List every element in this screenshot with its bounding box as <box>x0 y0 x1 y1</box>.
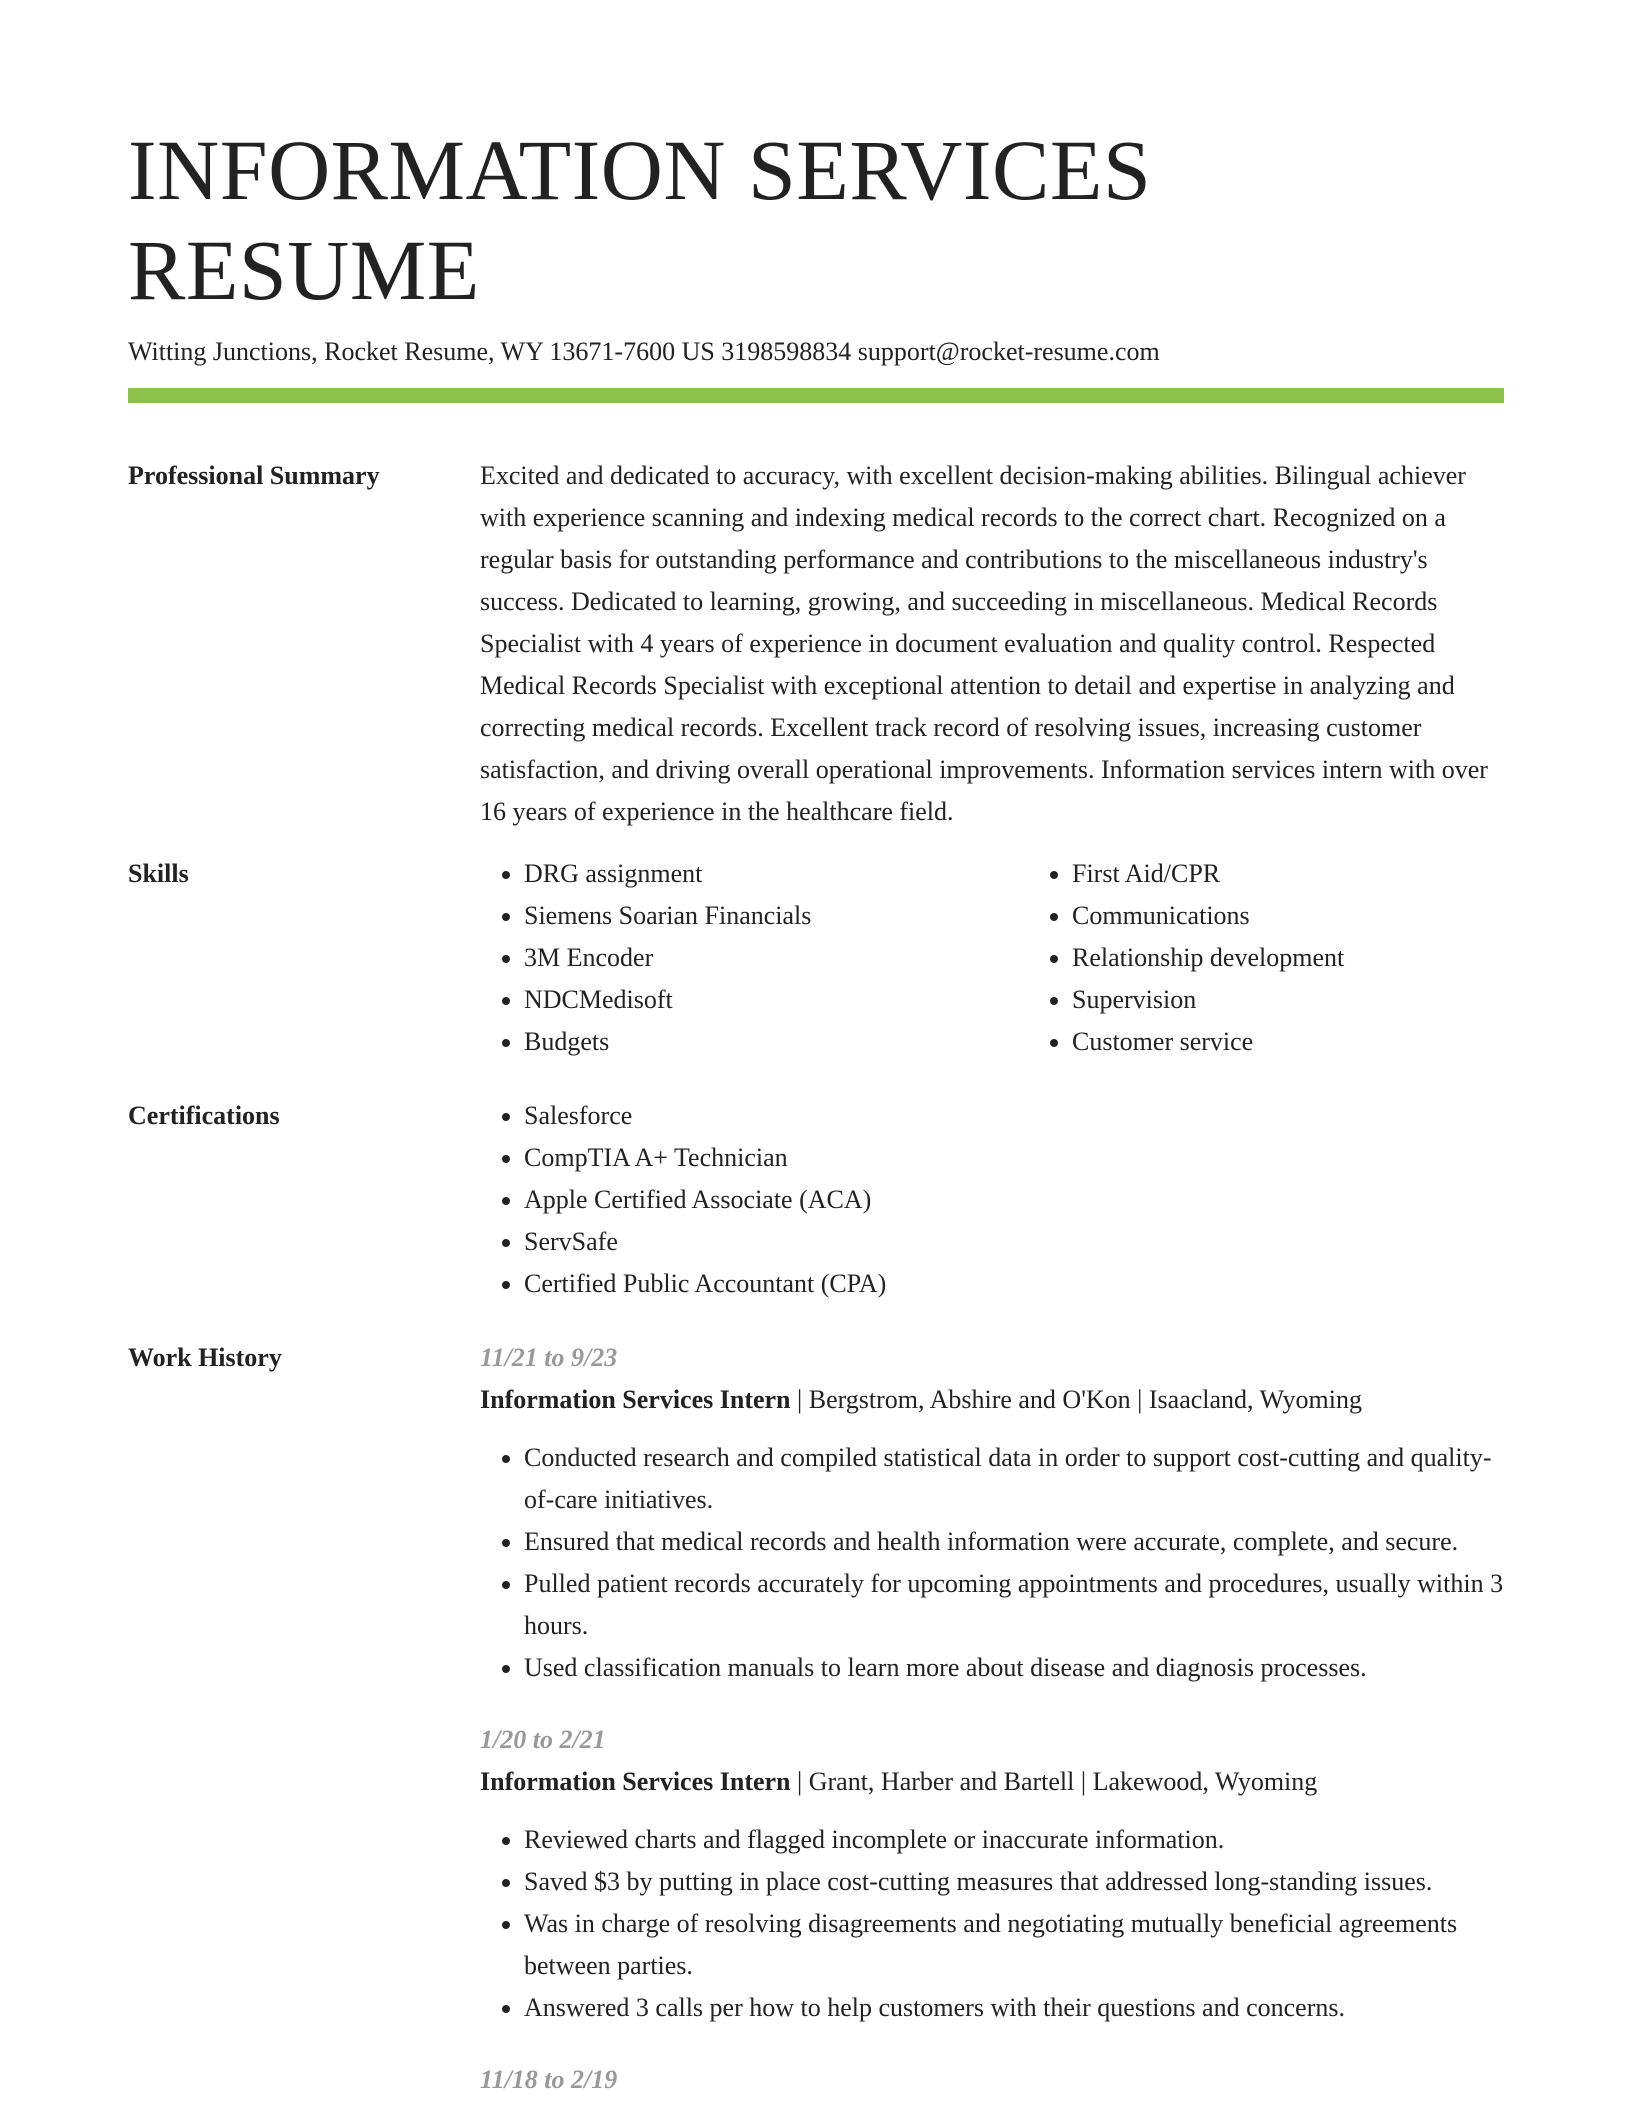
job-details: | Bergstrom, Abshire and O'Kon | Isaacland, Wyoming <box>790 1385 1362 1414</box>
section-title: Professional Summary <box>128 461 380 490</box>
skills-section <box>128 853 1504 1063</box>
list-item: • Reviewed charts and flagged incomplete or inaccurate information. <box>524 1819 1504 1861</box>
list-item: • Was in charge of resolving disagreements and negotiating mutually beneficial agreements between parties. <box>524 1903 1504 1987</box>
skills-list-left <box>480 853 1028 1063</box>
list-item: • DRG assignment <box>524 853 1028 895</box>
list-item: • CompTIA A+ Technician <box>524 1137 1504 1179</box>
list-item: • 3M Encoder <box>524 937 1028 979</box>
work-history-section <box>128 1337 1504 2101</box>
job-details: | Grant, Harber and Bartell | Lakewood, Wyoming <box>790 1767 1318 1796</box>
list-item: • Siemens Soarian Financials <box>524 895 1028 937</box>
list-item: • Apple Certified Associate (ACA) <box>524 1179 1504 1221</box>
job-dates: 11/18 to 2/19 <box>480 2065 618 2094</box>
list-item: • Saved $3 by putting in place cost-cutting measures that addressed long-standing issues. <box>524 1861 1504 1903</box>
list-item: • Answered 3 calls per how to help customers with their questions and concerns. <box>524 1987 1504 2029</box>
summary-text: Excited and dedicated to accuracy, with excellent decision-making abilities. Bilingual achiever with experience scanning and indexing medical records to the correct chart. Recognized on a regular basis for outstanding performance and contributions to the miscellaneous industry's success. Dedicated to learning, growing, and succeeding in miscellaneous. Medical Records Specialist with 4 years of experience in document evaluation and quality control. Respected Medical Records Specialist with exceptional attention to detail and expertise in analyzing and correcting medical records. Excellent track record of resolving issues, increasing customer satisfaction, and driving overall operational improvements. Information services intern with over 16 years of experience in the healthcare field. <box>480 461 1488 826</box>
resume-page <box>128 120 1504 2101</box>
list-item: • Budgets <box>524 1021 1028 1063</box>
certifications-section <box>128 1095 1504 1305</box>
list-item: • Customer service <box>1072 1021 1576 1063</box>
job-title: Information Services Intern <box>480 1767 791 1796</box>
list-item: • Supervision <box>1072 979 1576 1021</box>
list-item: • NDCMedisoft <box>524 979 1028 1021</box>
list-item: • Certified Public Accountant (CPA) <box>524 1263 1504 1305</box>
list-item: • Conducted research and compiled statistical data in order to support cost-cutting and quality-of-care initiatives. <box>524 1437 1504 1521</box>
section-title: Certifications <box>128 1101 280 1130</box>
list-item: • Communications <box>1072 895 1576 937</box>
section-title: Skills <box>128 859 189 888</box>
list-item: • Ensured that medical records and health information were accurate, complete, and secure. <box>524 1521 1504 1563</box>
contact-line: Witting Junctions, Rocket Resume, WY 13671-7600 US 3198598834 support@rocket-resume.com <box>128 337 1160 366</box>
list-item: • ServSafe <box>524 1221 1504 1263</box>
job-header <box>480 1379 1504 1421</box>
summary-section <box>128 455 1504 833</box>
skills-list-right <box>1028 853 1576 1063</box>
job-bullets <box>480 1819 1504 2029</box>
job-entry <box>480 1719 1504 2029</box>
resume-title: INFORMATION SERVICES RESUME <box>128 122 1152 318</box>
job-dates: 11/21 to 9/23 <box>480 1343 618 1372</box>
list-item: • Salesforce <box>524 1095 1504 1137</box>
list-item: • Relationship development <box>1072 937 1576 979</box>
certifications-list <box>480 1095 1504 1305</box>
section-title: Work History <box>128 1343 282 1372</box>
job-bullets <box>480 1437 1504 1689</box>
job-entry <box>480 1337 1504 1689</box>
job-title: Information Services Intern <box>480 1385 791 1414</box>
job-entry <box>480 2059 1504 2101</box>
list-item: • Used classification manuals to learn more about disease and diagnosis processes. <box>524 1647 1504 1689</box>
list-item: • Pulled patient records accurately for upcoming appointments and procedures, usually within 3 hours. <box>524 1563 1504 1647</box>
job-header <box>480 1761 1504 1803</box>
accent-divider <box>128 388 1504 403</box>
job-dates: 1/20 to 2/21 <box>480 1725 606 1754</box>
list-item: • First Aid/CPR <box>1072 853 1576 895</box>
